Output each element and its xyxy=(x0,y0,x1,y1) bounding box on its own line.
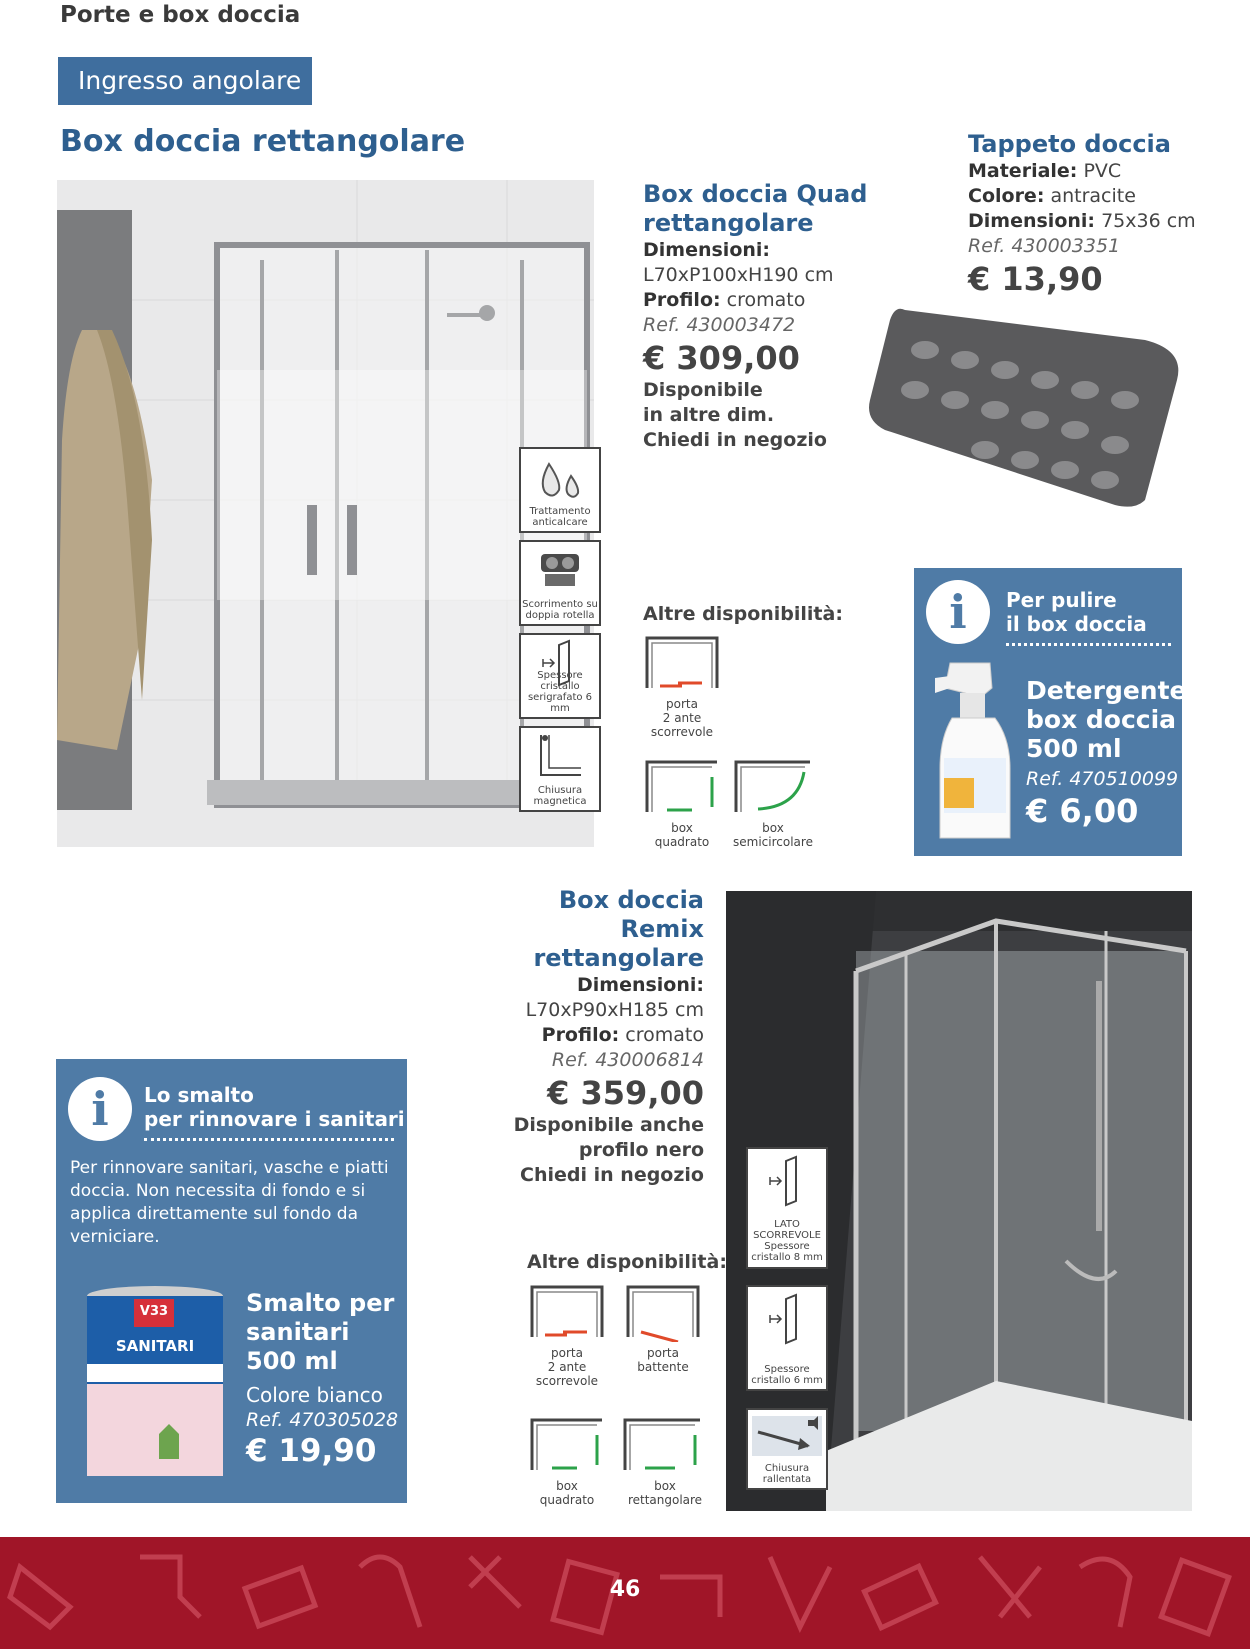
mat-info: Tappeto doccia Materiale: PVC Colore: antracite Dimensioni: 75x36 cm Ref. 430003351 € 13,90 xyxy=(968,130,1228,299)
square-box-diagram xyxy=(527,1415,607,1475)
rectangular-box-diagram xyxy=(620,1415,710,1475)
quad-price: € 309,00 xyxy=(643,339,800,377)
magnetic-closure-icon xyxy=(521,730,599,785)
enamel-ref: Ref. 470305028 xyxy=(246,1409,399,1431)
quad-info: Box doccia Quad rettangolare Dimensioni: L70xP100xH190 cm Profilo: cromato Ref. 430003472 € 309,00 Disponibile in altre dim. Chiedi in negozio xyxy=(643,180,883,453)
glass-thickness-icon xyxy=(748,1153,826,1208)
cleaner-price: € 6,00 xyxy=(1026,792,1139,830)
quad-shower-photo xyxy=(57,180,594,847)
drops-icon xyxy=(521,454,599,504)
remix-title: Box doccia Remix xyxy=(558,886,704,943)
feature-soft-close: Chiusura rallentata xyxy=(746,1408,828,1490)
mat-ref: Ref. 430003351 xyxy=(968,235,1121,257)
enamel-can-photo xyxy=(84,1284,226,1484)
section-tag: Ingresso angolare xyxy=(58,57,312,105)
page-footer xyxy=(0,1537,1250,1649)
remix-ref: Ref. 430006814 xyxy=(551,1049,704,1071)
swing-door-diagram xyxy=(623,1282,703,1342)
quad-profile: cromato xyxy=(726,289,806,311)
feature-magnetic-closure: Chiusura magnetica xyxy=(519,726,601,812)
remix-other-sliding-door: porta 2 ante scorrevole xyxy=(527,1282,607,1388)
sliding-door-diagram xyxy=(642,633,722,693)
cleaner-name: Detergente box doccia 500 ml xyxy=(1026,676,1187,763)
cleaner-bottle-photo xyxy=(930,658,1020,843)
feature-glass-thickness-6mm: Spessore cristallo 6 mm xyxy=(746,1285,828,1391)
remix-info: Box doccia Remix rettangolare Dimensioni: L70xP90xH185 cm Profilo: cromato Ref. 430006814 € 359,00 Disponibile anche profilo nero Chiedi in negozio xyxy=(470,886,704,1188)
page-category: Porte e box doccia xyxy=(60,2,301,28)
feature-anticalcare: Trattamento anticalcare xyxy=(519,447,601,533)
section-title: Box doccia rettangolare xyxy=(60,124,466,159)
semicircular-box-diagram xyxy=(728,757,818,817)
info-icon: i xyxy=(68,1077,132,1141)
sliding-door-diagram xyxy=(527,1282,607,1342)
remix-profile: cromato xyxy=(625,1024,704,1046)
enamel-price: € 19,90 xyxy=(246,1433,377,1469)
quad-other-semicircular-box: box semicircolare xyxy=(728,757,818,849)
cleaner-ref: Ref. 470510099 xyxy=(1026,768,1179,790)
remix-other-swing-door: porta battente xyxy=(623,1282,703,1374)
feature-sliding-side-glass: LATO SCORREVOLE Spessore cristallo 8 mm xyxy=(746,1147,828,1269)
page-number: 46 xyxy=(609,1577,641,1602)
can-brand: V33 xyxy=(139,1304,169,1319)
square-box-diagram xyxy=(642,757,722,817)
remix-other-rectangular-box: box rettangolare xyxy=(620,1415,710,1507)
remix-other-title: Altre disponibilità: xyxy=(527,1251,727,1273)
glass-thickness-icon xyxy=(748,1291,826,1346)
shower-mat-photo xyxy=(865,300,1195,510)
enamel-description: Per rinnovare sanitari, vasche e piatti doccia. Non necessita di fondo e si applica direttamente sul fondo da verniciare. xyxy=(70,1158,389,1247)
double-roller-icon xyxy=(521,544,599,594)
soft-close-icon xyxy=(748,1412,826,1462)
remix-other-square-box: box quadrato xyxy=(527,1415,607,1507)
quad-ref: Ref. 430003472 xyxy=(643,314,796,336)
dotted-separator xyxy=(1006,643,1171,646)
cleaner-info-box: i Per pulire il box doccia Detergente box doccia 500 ml Ref. 470510099 € 6,00 xyxy=(914,568,1182,856)
quad-title-2: rettangolare xyxy=(643,209,814,237)
remix-title-2: rettangolare xyxy=(533,944,704,972)
enamel-color: Colore bianco xyxy=(246,1383,383,1407)
quad-title: Box doccia Quad xyxy=(643,180,868,208)
info-icon: i xyxy=(926,580,990,644)
remix-dimensions: L70xP90xH185 cm xyxy=(525,999,704,1021)
enamel-info-box: i Lo smalto per rinnovare i sanitari Per rinnovare sanitari, vasche e piatti doccia. Non necessita di fondo e si applica direttamente sul fondo da verniciare. V33 SANITARI Smalto per sanitari 500 ml Colore bianco Ref. 470305028 € 19,90 xyxy=(56,1059,407,1503)
mat-price: € 13,90 xyxy=(968,260,1103,298)
mat-title: Tappeto doccia xyxy=(968,130,1171,158)
quad-other-square-box: box quadrato xyxy=(642,757,722,849)
feature-double-roller: Scorrimento su doppia rotella xyxy=(519,540,601,626)
enamel-name: Smalto per sanitari 500 ml xyxy=(246,1289,395,1375)
quad-other-sliding-door: porta 2 ante scorrevole xyxy=(642,633,722,739)
dotted-separator xyxy=(144,1138,394,1141)
quad-other-title: Altre disponibilità: xyxy=(643,603,843,625)
quad-dimensions: L70xP100xH190 cm xyxy=(643,264,834,286)
can-label: SANITARI xyxy=(115,1337,195,1355)
feature-glass-thickness: Spessore cristallo serigrafato 6 mm xyxy=(519,633,601,719)
remix-price: € 359,00 xyxy=(547,1074,704,1112)
